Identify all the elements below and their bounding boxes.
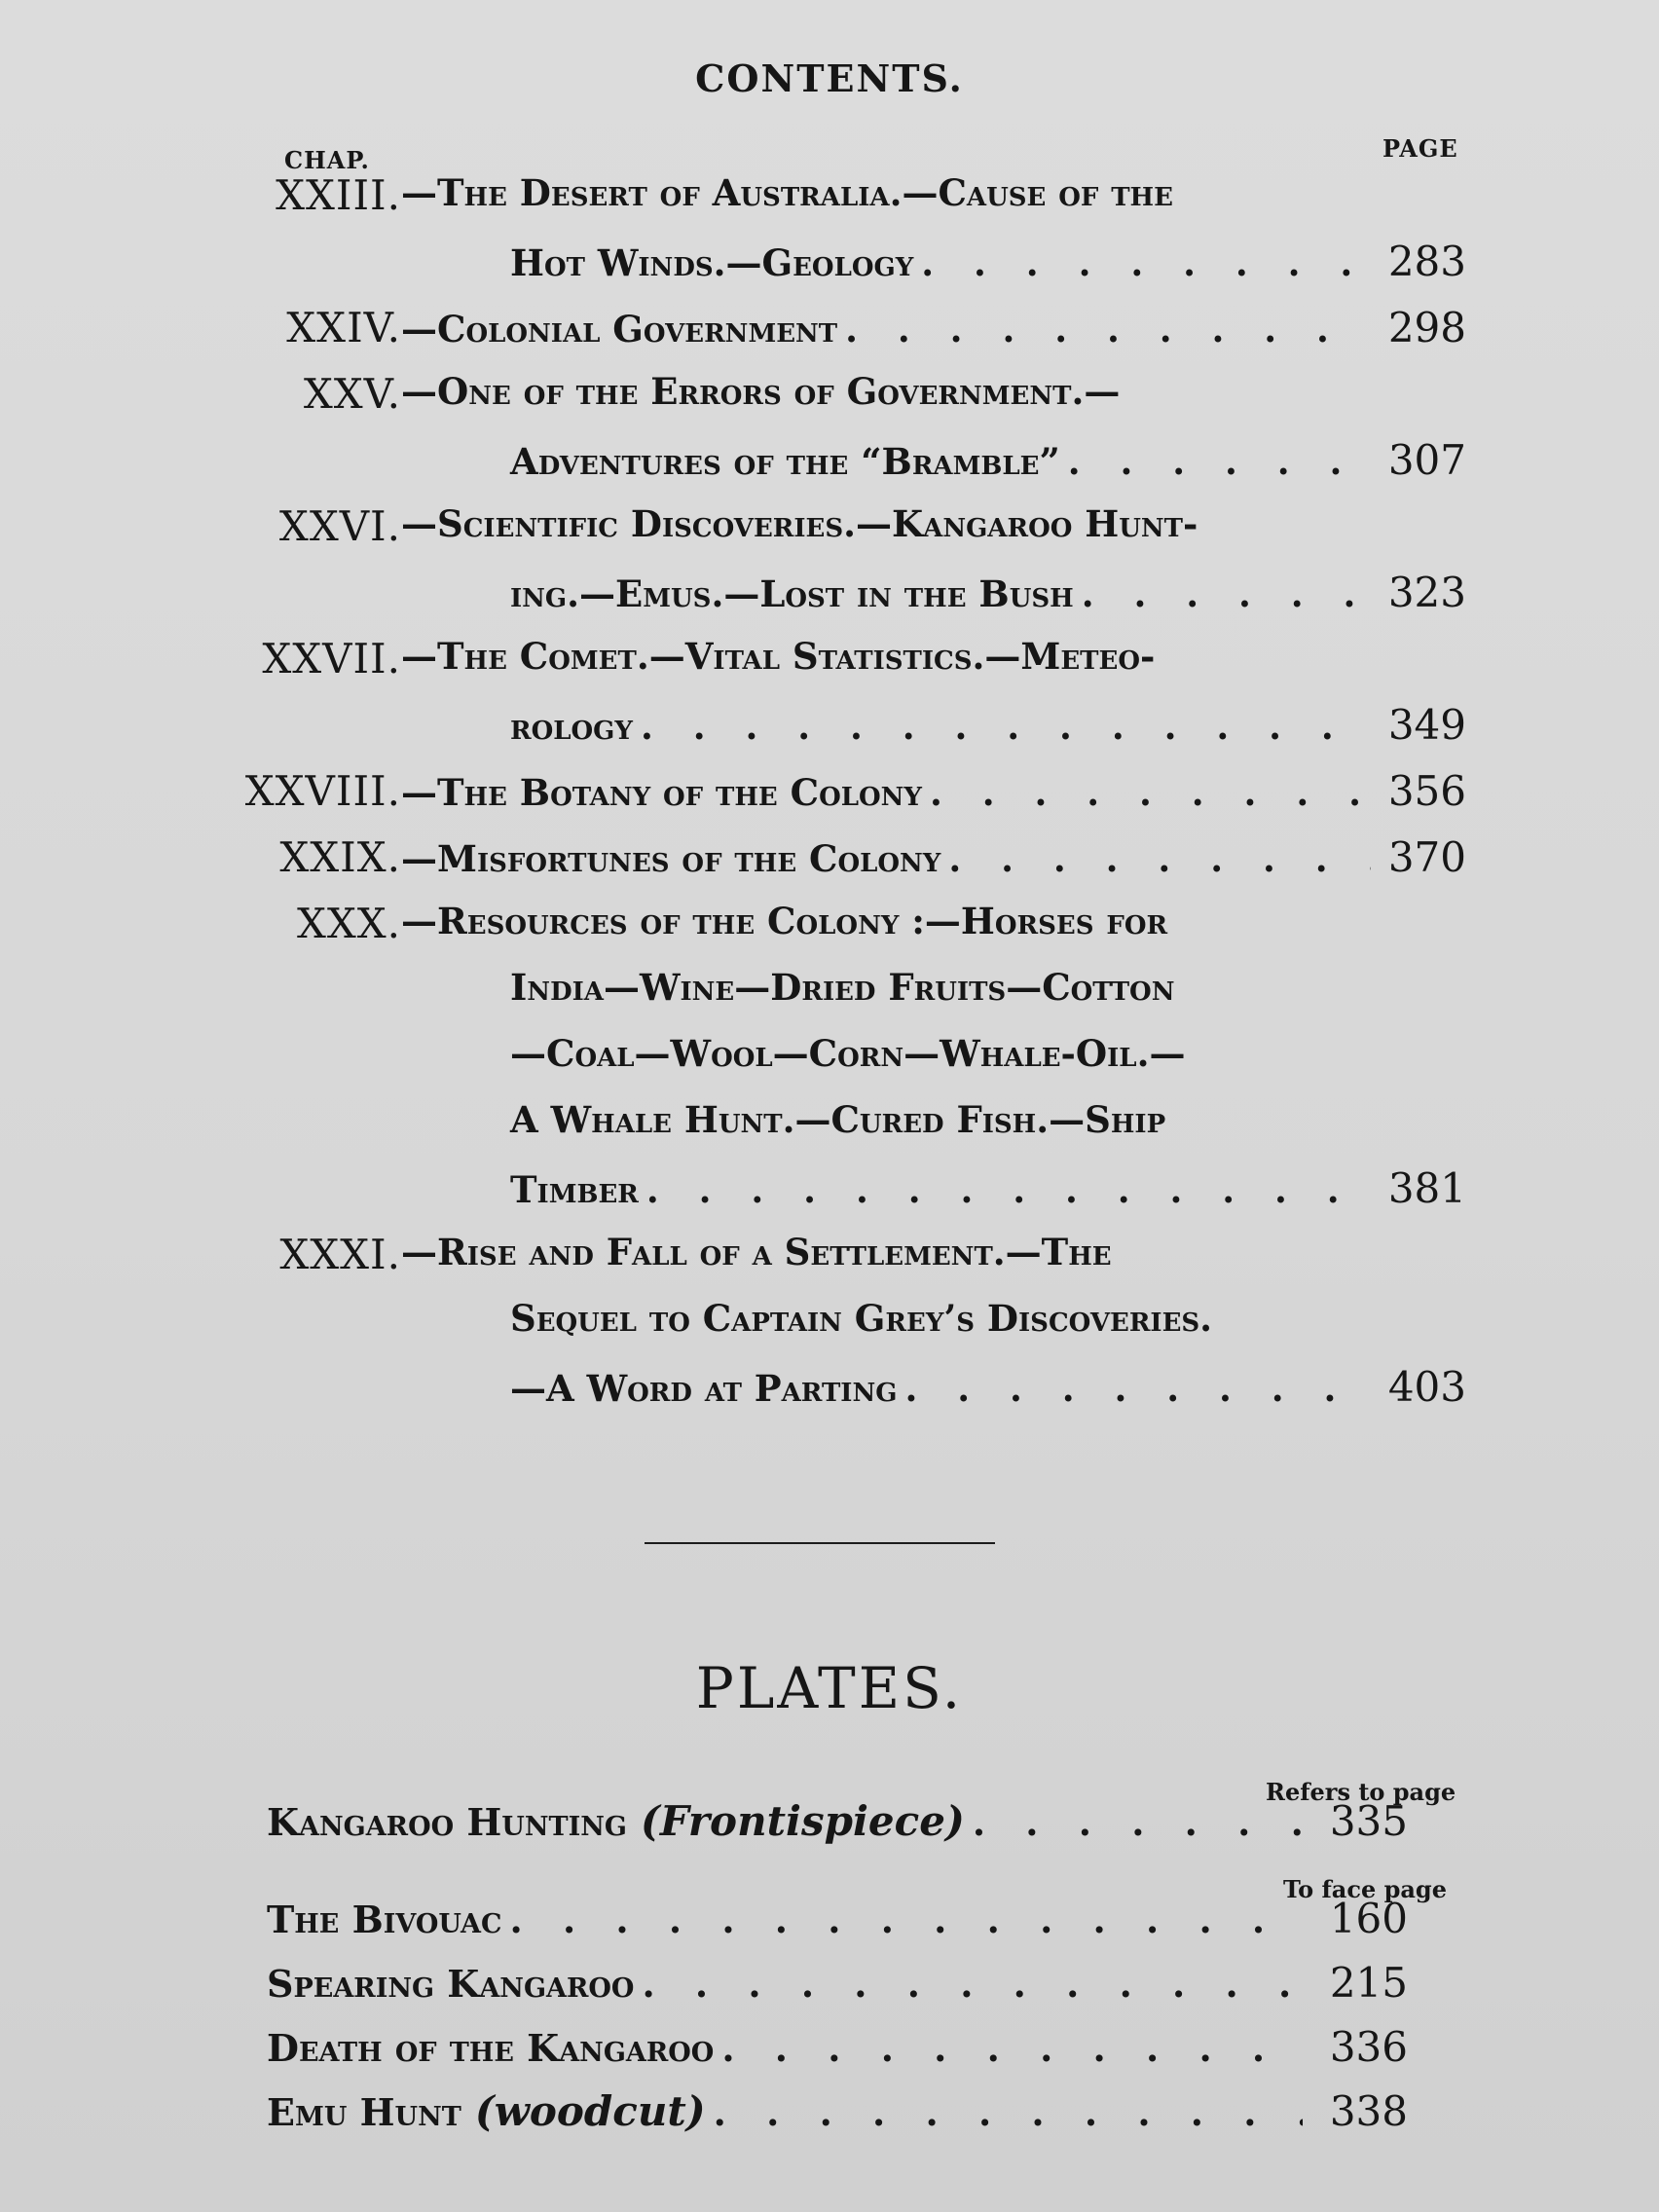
chapter-number: XXVII. bbox=[262, 635, 401, 682]
section-divider bbox=[645, 1542, 995, 1544]
dot-leader bbox=[973, 1800, 1303, 1844]
plate-page-number: 338 bbox=[1329, 2087, 1408, 2135]
page-number: 403 bbox=[1387, 1363, 1466, 1411]
contents-line bbox=[510, 569, 1466, 623]
dot-leader bbox=[948, 837, 1371, 880]
dot-leader bbox=[930, 771, 1371, 814]
contents-line bbox=[510, 1098, 1466, 1153]
page-number: 349 bbox=[1387, 701, 1466, 749]
chapter-title-text: —Rise and Fall of a Settlement.—The bbox=[401, 1231, 1112, 1273]
contents-line bbox=[510, 1032, 1466, 1087]
plate-item bbox=[267, 1959, 1408, 2013]
plates-title: PLATES. bbox=[695, 1655, 964, 1721]
chapter-title-text: —Coal—Wool—Corn—Whale-Oil.— bbox=[510, 1032, 1186, 1075]
contents-line bbox=[510, 1363, 1466, 1418]
chapter-title-text: —One of the Errors of Government.— bbox=[401, 370, 1121, 413]
plate-item bbox=[267, 2023, 1408, 2078]
page-number: 323 bbox=[1387, 569, 1466, 616]
chapter-number: XXV. bbox=[303, 370, 401, 418]
chapter-title-text: ing.—Emus.—Lost in the Bush bbox=[510, 572, 1074, 615]
chapter-title-text: Hot Winds.—Geology bbox=[510, 241, 914, 284]
contents-line bbox=[510, 436, 1466, 491]
plate-page-number: 160 bbox=[1329, 1895, 1408, 1942]
page-number: 356 bbox=[1387, 767, 1466, 815]
refers-to-page-label: Refers to page bbox=[1266, 1778, 1456, 1806]
plate-page-number: 215 bbox=[1329, 1959, 1408, 2007]
chapter-title-text: —Resources of the Colony :—Horses for bbox=[401, 900, 1168, 942]
chapter-number: XXIV. bbox=[286, 304, 401, 351]
contents-line bbox=[279, 1231, 1466, 1285]
contents-line bbox=[510, 701, 1466, 756]
to-face-page-label: To face page bbox=[1283, 1875, 1447, 1903]
contents-line bbox=[244, 767, 1466, 822]
contents-line bbox=[303, 370, 1466, 424]
chapter-title-text: —A Word at Parting bbox=[510, 1367, 898, 1410]
contents-line bbox=[262, 635, 1466, 689]
contents-line bbox=[276, 171, 1466, 226]
chapter-title-text: Timber bbox=[510, 1168, 639, 1211]
contents-line bbox=[510, 1297, 1466, 1351]
contents-line bbox=[510, 1164, 1466, 1219]
page-number: 307 bbox=[1387, 436, 1466, 484]
chapter-number: XXVIII. bbox=[244, 767, 401, 815]
plate-page-number: 335 bbox=[1329, 1797, 1408, 1845]
chapter-number: XXIX. bbox=[279, 833, 401, 881]
chapter-title-text: Adventures of the “Bramble” bbox=[510, 440, 1060, 483]
chapter-number: XXX. bbox=[296, 900, 401, 947]
chapter-number: XXIII. bbox=[276, 171, 401, 219]
chapter-number: XXXI. bbox=[279, 1231, 401, 1278]
chapter-title-text: —Colonial Government bbox=[401, 308, 838, 350]
dot-leader bbox=[646, 1168, 1371, 1211]
plate-name: Kangaroo Hunting bbox=[267, 1800, 627, 1844]
plate-name: The Bivouac bbox=[267, 1898, 502, 1941]
contents-line bbox=[278, 502, 1466, 557]
contents-line bbox=[510, 238, 1466, 292]
plate-item bbox=[267, 1895, 1408, 1949]
chapter-title-text: —The Desert of Australia.—Cause of the bbox=[401, 171, 1173, 214]
dot-leader bbox=[642, 1962, 1303, 2006]
plate-item bbox=[267, 1797, 1408, 1852]
page-column-label: PAGE bbox=[1382, 134, 1458, 163]
contents-line bbox=[296, 900, 1466, 954]
plate-name: Death of the Kangaroo bbox=[267, 2026, 715, 2070]
chapter-title-text: —The Comet.—Vital Statistics.—Meteo- bbox=[401, 635, 1156, 678]
plate-note: (woodcut) bbox=[474, 2087, 706, 2135]
page-number: 370 bbox=[1387, 833, 1466, 881]
dot-leader bbox=[845, 308, 1371, 350]
dot-leader bbox=[1082, 572, 1371, 615]
plate-note: (Frontispiece) bbox=[640, 1797, 965, 1845]
chapter-number: XXVI. bbox=[278, 502, 401, 550]
plate-page-number: 336 bbox=[1329, 2023, 1408, 2071]
chapter-title-text: A Whale Hunt.—Cured Fish.—Ship bbox=[510, 1098, 1166, 1141]
contents-line bbox=[286, 304, 1466, 358]
page-number: 298 bbox=[1387, 304, 1466, 351]
dot-leader bbox=[1068, 440, 1371, 483]
plate-name: Spearing Kangaroo bbox=[267, 1962, 635, 2006]
plate-item bbox=[267, 2087, 1408, 2142]
chapter-title-text: rology bbox=[510, 705, 633, 748]
dot-leader bbox=[510, 1898, 1304, 1941]
dot-leader bbox=[904, 1367, 1371, 1410]
plate-name: Emu Hunt bbox=[267, 2090, 461, 2134]
contents-line bbox=[510, 966, 1466, 1020]
contents-title: CONTENTS. bbox=[695, 56, 964, 100]
chapter-title-text: India—Wine—Dried Fruits—Cotton bbox=[510, 966, 1175, 1009]
contents-line bbox=[279, 833, 1466, 888]
chapter-title-text: —Scientific Discoveries.—Kangaroo Hunt- bbox=[401, 502, 1198, 545]
page-number: 381 bbox=[1387, 1164, 1466, 1212]
dot-leader bbox=[721, 2026, 1303, 2070]
chap-column-label: CHAP. bbox=[284, 146, 370, 174]
chapter-title-text: —Misfortunes of the Colony bbox=[401, 837, 941, 880]
chapter-title-text: —The Botany of the Colony bbox=[401, 771, 922, 814]
dot-leader bbox=[921, 241, 1371, 284]
page-number: 283 bbox=[1387, 238, 1466, 285]
chapter-title-text: Sequel to Captain Grey’s Discoveries. bbox=[510, 1297, 1213, 1340]
dot-leader bbox=[641, 705, 1371, 748]
dot-leader bbox=[714, 2090, 1303, 2134]
